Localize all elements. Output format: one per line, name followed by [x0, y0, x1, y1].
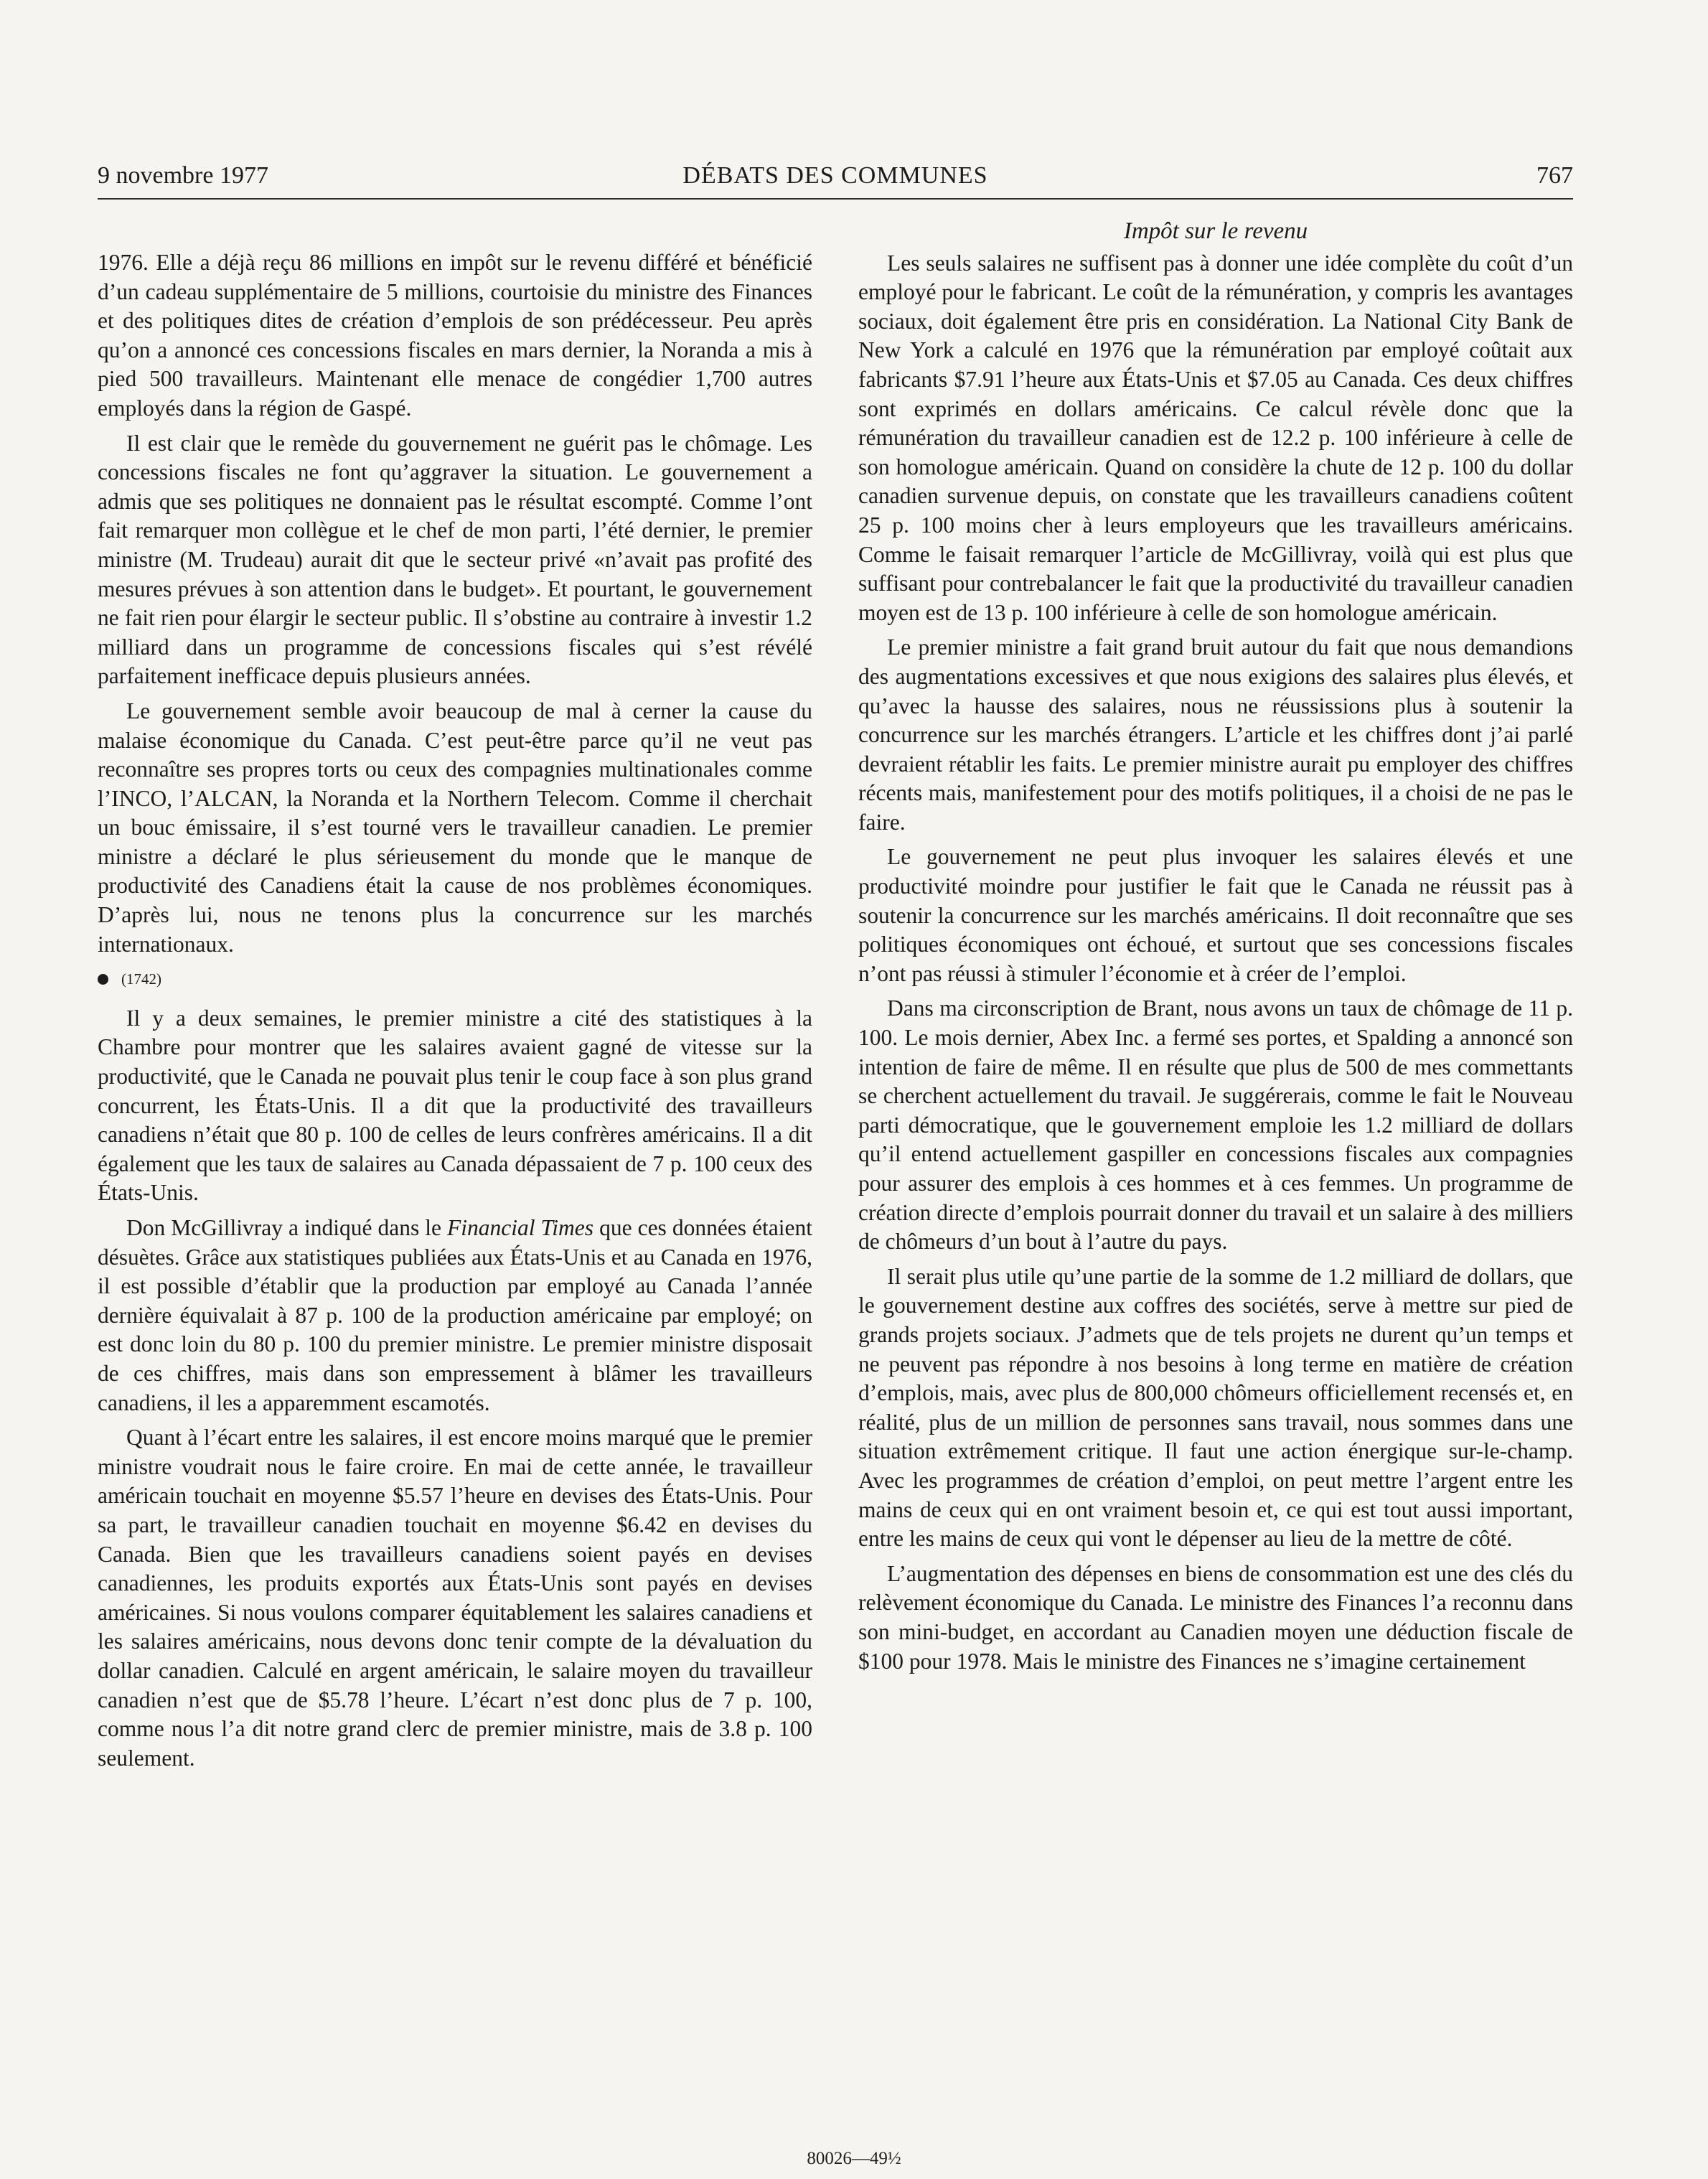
bullet-icon	[98, 974, 108, 985]
paragraph: Les seuls salaires ne suffisent pas à donner une idée complète du coût d’un employé pour le fabricant. Le coût de la rémunération, y compris les avantages sociaux, doit également être pris en considération. La National City Bank de New York a calculé en 1976 que la rémunération par employé coûtait aux fabricants $7.91 l’heure aux États-Unis et $7.05 au Canada. Ces deux chiffres sont exprimés en dollars américains. Ce calcul révèle donc que la rémunération du travailleur canadien est de 12.2 p. 100 inférieure à celle de son homologue américain. Quand on considère la chute de 12 p. 100 du dollar canadien survenue depuis, on constate que les travailleurs canadiens coûtent 25 p. 100 moins cher à leurs employeurs que les travailleurs américains. Comme le faisait remarquer l’article de McGillivray, voilà qui est plus que suffisant pour contrebalancer le fait que la productivité du travailleur canadien moyen est de 13 p. 100 inférieure à celle de son homologue américain.	[858, 250, 1573, 625]
text-run: Don McGillivray a indiqué dans le	[126, 1215, 448, 1240]
page-number: 767	[1536, 162, 1573, 189]
paragraph: L’augmentation des dépenses en biens de consommation est une des clés du relèvement économique du Canada. Le ministre des Finances l’a reconnu dans son mini-budget, en accordant au Canadien moyen une déduction fiscale de $100 pour 1978. Mais le ministre des Finances ne s’imagine certainement	[858, 1560, 1573, 1674]
paragraph: Le premier ministre a fait grand bruit autour du fait que nous demandions des augmentations excessives et que nous exigions des salaires plus élevés, et qu’avec la hausse des salaires, nous ne réussissions plus à soutenir la concurrence sur les marchés étrangers. L’article et les chiffres dont j’ai parlé devraient rétablir les faits. Le premier ministre aurait pu employer des chiffres récents mais, manifestement pour des motifs politiques, il a choisi de ne pas le faire.	[858, 634, 1573, 835]
header-date: 9 novembre 1977	[98, 162, 268, 189]
paragraph: Quant à l’écart entre les salaires, il est encore moins marqué que le premier ministre voudrait nous le faire croire. En mai de cette année, le travailleur américain touchait en moyenne $5.57 l’heure en devises des États-Unis. Pour sa part, le travailleur canadien touchait en moyenne $6.42 en devises du Canada. Bien que les travailleurs canadiens soient payés en devises canadiennes, les produits exportés aux États-Unis sont payés en devises américaines. Si nous voulons comparer équitablement les salaires canadiens et les salaires américains, nous devons donc tenir compte de la dévaluation du dollar canadien. Calculé en argent américain, le salaire moyen du travailleur canadien n’est que de $5.78 l’heure. L’écart n’est donc plus de 7 p. 100, comme nous l’a dit notre grand clerc de premier ministre, mais de 3.8 p. 100 seulement.	[98, 1425, 812, 1771]
paragraph: Le gouvernement ne peut plus invoquer les salaires élevés et une productivité moindre pour justifier le fait que le Canada ne réussit pas à soutenir la concurrence sur les marchés américains. Il doit reconnaître que ses politiques économiques ont échoué, et surtout que ses concessions fiscales n’ont pas réussi à stimuler l’économie et à créer de l’emploi.	[858, 844, 1573, 986]
paragraph: Il y a deux semaines, le premier ministre a cité des statistiques à la Chambre pour montrer que les salaires avaient gagné de vitesse sur la productivité, que le Canada ne pouvait plus tenir le coup face à son plus grand concurrent, les États-Unis. Il a dit que la productivité des travailleurs canadiens n’était que 80 p. 100 de celles de leurs confrères américains. Il a dit également que les taux de salaires au Canada dépassaient de 7 p. 100 ceux des États-Unis.	[98, 1005, 812, 1206]
time-marker	[98, 965, 812, 994]
paragraph	[98, 1214, 812, 1417]
right-column	[858, 217, 1573, 1682]
page-footer: 80026—49½	[807, 2149, 901, 2168]
text-run: que ces données étaient désuètes. Grâce aux statistiques publiées aux États-Unis et au Canada en 1976, il est possible d’établir que la production par employé au Canada l’année dernière équivalait à 87 p. 100 de la production américaine par employé; on est donc loin du 80 p. 100 du premier ministre. Le premier ministre disposait de ces chiffres, mais dans son empressement à blâmer les travailleurs canadiens, il les a apparemment escamotés.	[98, 1215, 813, 1415]
header-title: DÉBATS DES COMMUNES	[682, 162, 988, 189]
time-marker-label: (1742)	[121, 970, 161, 988]
left-column	[98, 248, 812, 1779]
paragraph: Il est clair que le remède du gouvernement ne guérit pas le chômage. Les concessions fiscales ne font qu’aggraver la situation. Le gouvernement a admis que ses politiques ne donnaient pas le résultat escompté. Comme l’ont fait remarquer mon collègue et le chef de mon parti, l’été dernier, le premier ministre (M. Trudeau) aurait dit que le secteur privé «n’avait pas profité des mesures prévues à son attention dans le budget». Et pourtant, le gouvernement ne fait rien pour élargir le secteur public. Il s’obstine au contraire à investir 1.2 milliard dans un programme de concessions fiscales qui s’est révélé parfaitement inefficace depuis plusieurs années.	[98, 430, 812, 689]
section-subheading: Impôt sur le revenu	[1123, 218, 1308, 244]
paragraph: Le gouvernement semble avoir beaucoup de mal à cerner la cause du malaise économique du Canada. C’est peut-être parce qu’il ne veut pas reconnaître ses propres torts ou ceux des compagnies multinationales comme l’INCO, l’ALCAN, la Noranda et la Northern Telecom. Comme il cherchait un bouc émissaire, il s’est tourné vers le travailleur canadien. Le premier ministre a déclaré le plus sérieusement du monde que le manque de productivité des Canadiens était la cause de nos problèmes économiques. D’après lui, nous ne tenons plus la concurrence sur les marchés internationaux.	[98, 698, 812, 957]
paragraph: Dans ma circonscription de Brant, nous avons un taux de chômage de 11 p. 100. Le mois dernier, Abex Inc. a fermé ses portes, et Spalding a annoncé son intention de faire de même. Il en résulte que plus de 500 de mes commettants se cherchent actuellement du travail. Je suggérerais, comme le fait le Nouveau parti démocratique, que le gouvernement emploie les 1.2 milliard de dollars qu’il entend actuellement gaspiller en concessions fiscales aux compagnies pour assurer des emplois à ces hommes et à ces femmes. Un programme de création directe d’emplois pourrait donner du travail et un salaire à des milliers de chômeurs d’un bout à l’autre du pays.	[858, 995, 1573, 1255]
publication-title: Financial Times	[447, 1215, 594, 1240]
page-header	[98, 162, 1573, 200]
paragraph: 1976. Elle a déjà reçu 86 millions en impôt sur le revenu différé et bénéficié d’un cadeau supplémentaire de 5 millions, courtoisie du ministre des Finances et des politiques dites de création d’emplois de son prédécesseur. Peu après qu’on a annoncé ces concessions fiscales en mars dernier, la Noranda a mis à pied 500 travailleurs. Maintenant elle menace de congédier 1,700 autres employés dans la région de Gaspé.	[98, 250, 812, 421]
paragraph: Il serait plus utile qu’une partie de la somme de 1.2 milliard de dollars, que le gouvernement destine aux coffres des sociétés, serve à mettre sur pied de grands projets sociaux. J’admets que de tels projets ne durent qu’un temps et ne peuvent pas répondre à nos besoins à long terme en matière de création d’emplois, mais, avec plus de 800,000 chômeurs officiellement recensés et, en réalité, plus de un million de personnes sans travail, nous sommes dans une situation extrêmement critique. Il faut une action énergique sur-le-champ. Avec les programmes de création d’emploi, on peut mettre l’argent entre les mains de ceux qui en ont vraiment besoin et, ce qui est tout aussi important, entre les mains de ceux qui vont le dépenser au lieu de la mettre de côté.	[858, 1263, 1573, 1552]
